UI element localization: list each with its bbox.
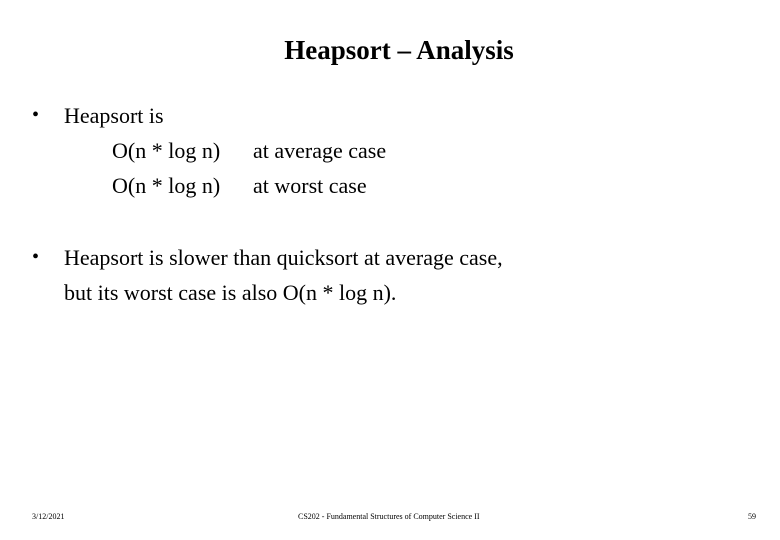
bullet-marker: •	[32, 246, 40, 268]
slide-title: Heapsort – Analysis	[284, 35, 514, 65]
case-label: at average case	[253, 138, 387, 163]
bullet-body	[64, 240, 503, 310]
complexity-value: O(n * log n)	[112, 138, 221, 163]
bullet-text-line-2: but its worst case is also O(n * log n).	[64, 280, 397, 305]
bullet-marker: •	[32, 104, 40, 126]
footer-course-name: CS202 - Fundamental Structures of Computer Science II	[298, 512, 480, 521]
bullet-text: Heapsort is	[64, 103, 164, 128]
case-label: at worst case	[253, 173, 367, 198]
complexity-row-worst	[64, 168, 564, 203]
footer-page-number: 59	[748, 512, 756, 521]
complexity-row-average	[64, 133, 564, 168]
footer-date: 3/12/2021	[32, 512, 65, 521]
bullet-text-line-1: Heapsort is slower than quicksort at average case,	[64, 245, 503, 270]
complexity-value: O(n * log n)	[112, 173, 221, 198]
bullet-body	[64, 98, 387, 198]
